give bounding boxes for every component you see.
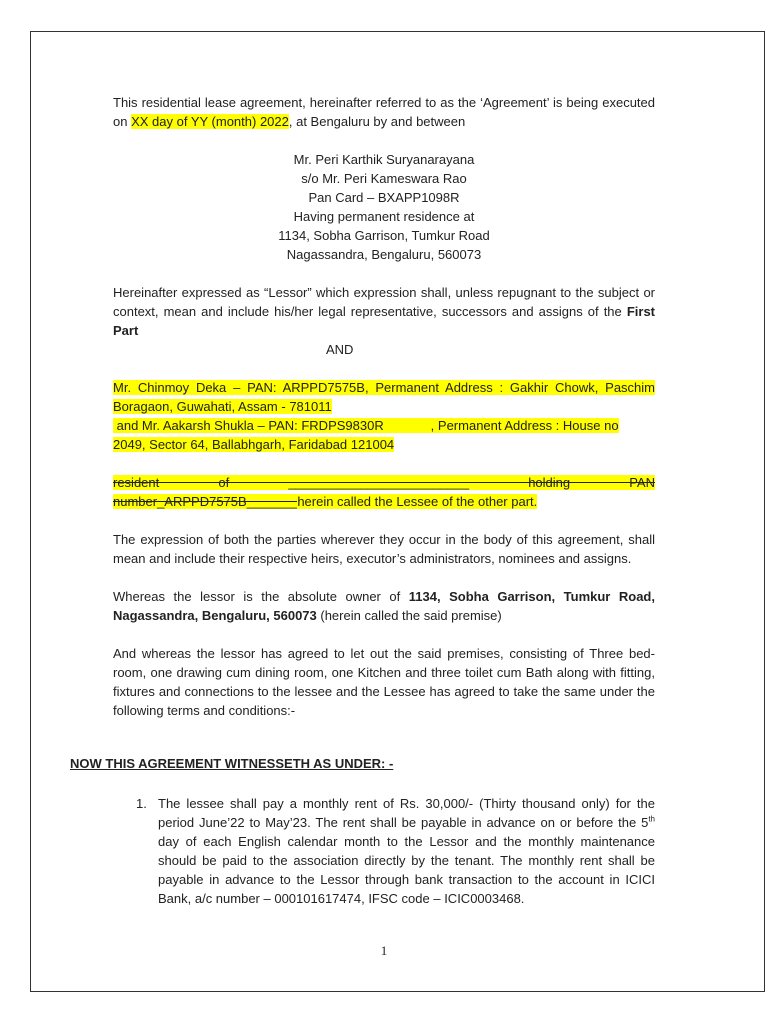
execution-date-highlight: XX day of YY (month) 2022 [131, 114, 289, 129]
whereas-text: Whereas the lessor is the absolute owner of [113, 589, 409, 604]
lessor-address-line1: 1134, Sobha Garrison, Tumkur Road [278, 228, 490, 243]
clause-number: 1. [136, 796, 147, 811]
terms-list [136, 794, 655, 908]
struck-lessee-line1 [113, 473, 655, 492]
struck-pan-text: number_ARPPD7575B_______ [113, 494, 298, 509]
and-separator: AND [326, 342, 354, 357]
lessor-residence-label: Having permanent residence at [293, 209, 475, 224]
lessor-paragraph-text: Hereinafter expressed as “Lessor” which expression shall, unless repugnant to the subject or context, mean and include his/her legal representative, successors and assigns of the [113, 285, 655, 319]
lessor-parent: s/o Mr. Peri Kameswara Rao [301, 171, 467, 186]
lessee-two-address: 2049, Sector 64, Ballabhgarh, Faridabad 121004 [113, 437, 395, 452]
whereas-paragraph [113, 587, 655, 625]
clause-1-superscript: th [648, 814, 655, 824]
lessee-two-details: and Mr. Aakarsh Shukla – PAN: FRDPS9830R , Permanent Address : House no [113, 418, 619, 433]
lessor-address-line2: Nagassandra, Bengaluru, 560073 [286, 247, 482, 262]
intro-paragraph [113, 93, 655, 131]
lessor-details [113, 150, 655, 264]
clause-1-text [158, 794, 655, 908]
struck-resident-text: resident of _________________________ holding PAN [113, 475, 655, 490]
clause-1-text-b: day of each English calendar month to the Lessor and the monthly maintenance should be paid to the association directly by the tenant. The monthly rent shall be payable in advance to the Lessor through bank transaction to the account in ICICI Bank, a/c number – 000101617474, IFSC code – ICIC0003468. [158, 834, 655, 906]
lessee-one-details: Mr. Chinmoy Deka – PAN: ARPPD7575B, Permanent Address : Gakhir Chowk, Paschim Boragaon, Guwahati, Assam - 781011 [113, 380, 655, 414]
lessor-paragraph [113, 283, 655, 340]
lessees-paragraph-2 [113, 416, 655, 435]
page-number: 1 [380, 943, 388, 958]
first-part-label: First Part [113, 304, 655, 338]
witnesseth-heading: NOW THIS AGREEMENT WITNESSETH AS UNDER: - [70, 756, 394, 771]
intro-text-end: , at Bengaluru by and between [288, 114, 466, 129]
clause-1-text-a: The lessee shall pay a monthly rent of Rs. 30,000/- (Thirty thousand only) for the period June’22 to May’23. The rent shall be payable in advance on or before the 5 [158, 796, 655, 830]
and-whereas-paragraph: And whereas the lessor has agreed to let out the said premises, consisting of Three bed-room, one drawing cum dining room, one Kitchen and three toilet cum Bath along with fitting, fixtures and connections to the lessee and the Lessee has agreed to take the same under the following terms and conditions:- [113, 646, 655, 718]
lessees-paragraph-3 [113, 435, 655, 454]
lessor-pan: Pan Card – BXAPP1098R [308, 190, 460, 205]
lessee-other-part-text: herein called the Lessee of the other part. [297, 494, 538, 509]
expression-paragraph: The expression of both the parties wherever they occur in the body of this agreement, shall mean and include their respective heirs, executor’s administrators, nominees and assigns. [113, 532, 655, 566]
document-body [113, 93, 655, 720]
lessor-name: Mr. Peri Karthik Suryanarayana [293, 152, 475, 167]
intro-text: This residential lease agreement, hereinafter referred to as the ‘Agreement’ is being executed on [113, 95, 655, 129]
struck-lessee-line2 [113, 492, 655, 511]
lessees-paragraph [113, 378, 655, 416]
whereas-text-end: (herein called the said premise) [316, 608, 502, 623]
premise-address: 1134, Sobha Garrison, Tumkur Road, Nagassandra, Bengaluru, 560073 [113, 589, 655, 623]
